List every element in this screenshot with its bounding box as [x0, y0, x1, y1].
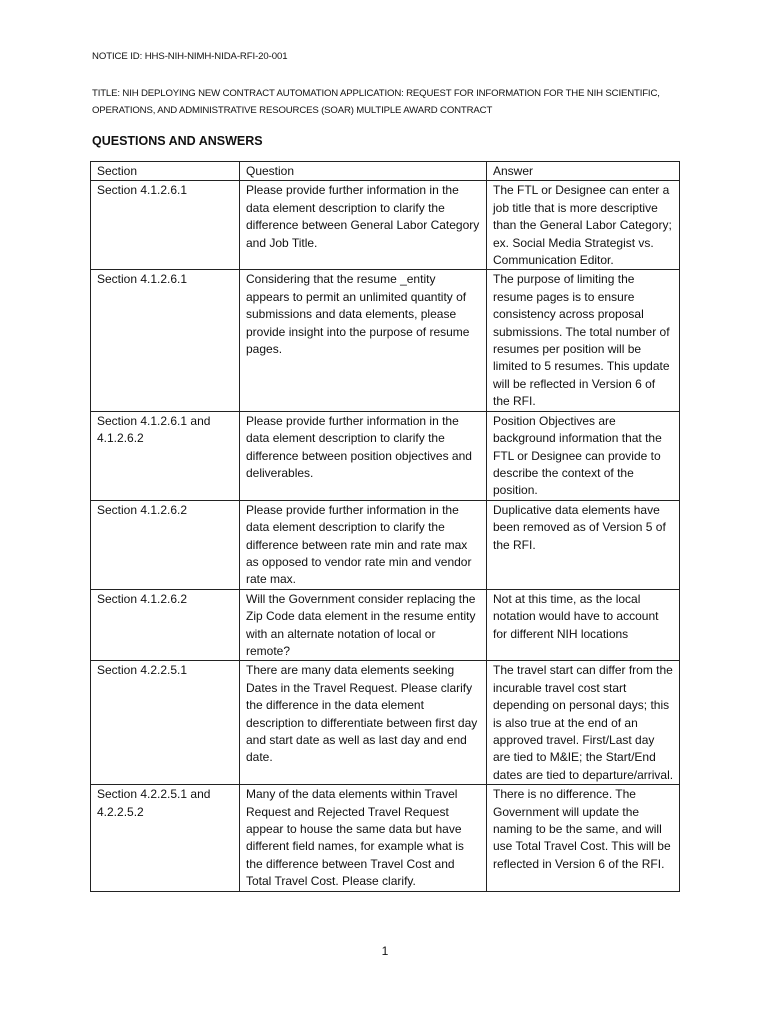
answer-cell: There is no difference. The Government will update the naming to be the same, and will use Total Travel Cost. This will be reflected in Version 6 of the RFI.: [487, 785, 680, 891]
answer-cell: Duplicative data elements have been removed as of Version 5 of the RFI.: [487, 500, 680, 589]
section-cell: Section 4.1.2.6.2: [91, 500, 240, 589]
table-row: [91, 589, 680, 661]
section-cell: Section 4.1.2.6.1: [91, 270, 240, 411]
section-heading: QUESTIONS AND ANSWERS: [92, 134, 263, 148]
question-cell: Please provide further information in the data element description to clarify the difference between General Labor Category and Job Title.: [240, 181, 487, 270]
question-cell: There are many data elements seeking Dates in the Travel Request. Please clarify the difference in the data element description to differentiate between first day and start date as well as last day and end date.: [240, 661, 487, 785]
section-cell: Section 4.1.2.6.1: [91, 181, 240, 270]
answer-cell: The purpose of limiting the resume pages is to ensure consistency across proposal submissions. The total number of resumes per position will be limited to 5 resumes. This update will be reflected in Version 6 of the RFI.: [487, 270, 680, 411]
table-row: [91, 270, 680, 411]
answer-cell: The FTL or Designee can enter a job title that is more descriptive than the General Labor Category; ex. Social Media Strategist vs. Communication Editor.: [487, 181, 680, 270]
answer-cell: Position Objectives are background information that the FTL or Designee can provide to describe the context of the position.: [487, 411, 680, 500]
notice-id: NOTICE ID: HHS-NIH-NIMH-NIDA-RFI-20-001: [92, 51, 288, 62]
section-cell: Section 4.2.2.5.1: [91, 661, 240, 785]
table-header-row: [91, 162, 680, 181]
section-cell: Section 4.1.2.6.1 and 4.1.2.6.2: [91, 411, 240, 500]
answer-cell: Not at this time, as the local notation would have to account for different NIH locations: [487, 589, 680, 661]
answer-cell: The travel start can differ from the incurable travel cost start depending on personal days; this is also true at the end of an approved travel. First/Last day are tied to M&IE; the Start/End dates are tied to departure/arrival.: [487, 661, 680, 785]
table-row: [91, 785, 680, 891]
table-row: [91, 411, 680, 500]
question-cell: Please provide further information in the data element description to clarify the difference between rate min and rate max as opposed to vendor rate min and vendor rate max.: [240, 500, 487, 589]
column-header-question: Question: [240, 162, 487, 181]
column-header-section: Section: [91, 162, 240, 181]
document-title: TITLE: NIH DEPLOYING NEW CONTRACT AUTOMATION APPLICATION: REQUEST FOR INFORMATION FOR THE NIH SCIENTIFIC, OPERATIONS, AND ADMINISTRATIVE RESOURCES (SOAR) MULTIPLE AWARD CONTRACT: [92, 88, 660, 116]
question-cell: Many of the data elements within Travel Request and Rejected Travel Request appear to house the same data but have different field names, for example what is the difference between Travel Cost and Total Travel Cost. Please clarify.: [240, 785, 487, 891]
question-cell: Will the Government consider replacing the Zip Code data element in the resume entity with an alternate notation of local or remote?: [240, 589, 487, 661]
table-row: [91, 181, 680, 270]
section-cell: Section 4.1.2.6.2: [91, 589, 240, 661]
column-header-answer: Answer: [487, 162, 680, 181]
section-cell: Section 4.2.2.5.1 and 4.2.2.5.2: [91, 785, 240, 891]
question-cell: Please provide further information in the data element description to clarify the difference between position objectives and deliverables.: [240, 411, 487, 500]
page-number: 1: [381, 944, 389, 958]
table-row: [91, 661, 680, 785]
questions-answers-table: [90, 161, 680, 892]
question-cell: Considering that the resume _entity appears to permit an unlimited quantity of submissions and data elements, please provide insight into the purpose of resume pages.: [240, 270, 487, 411]
table-row: [91, 500, 680, 589]
